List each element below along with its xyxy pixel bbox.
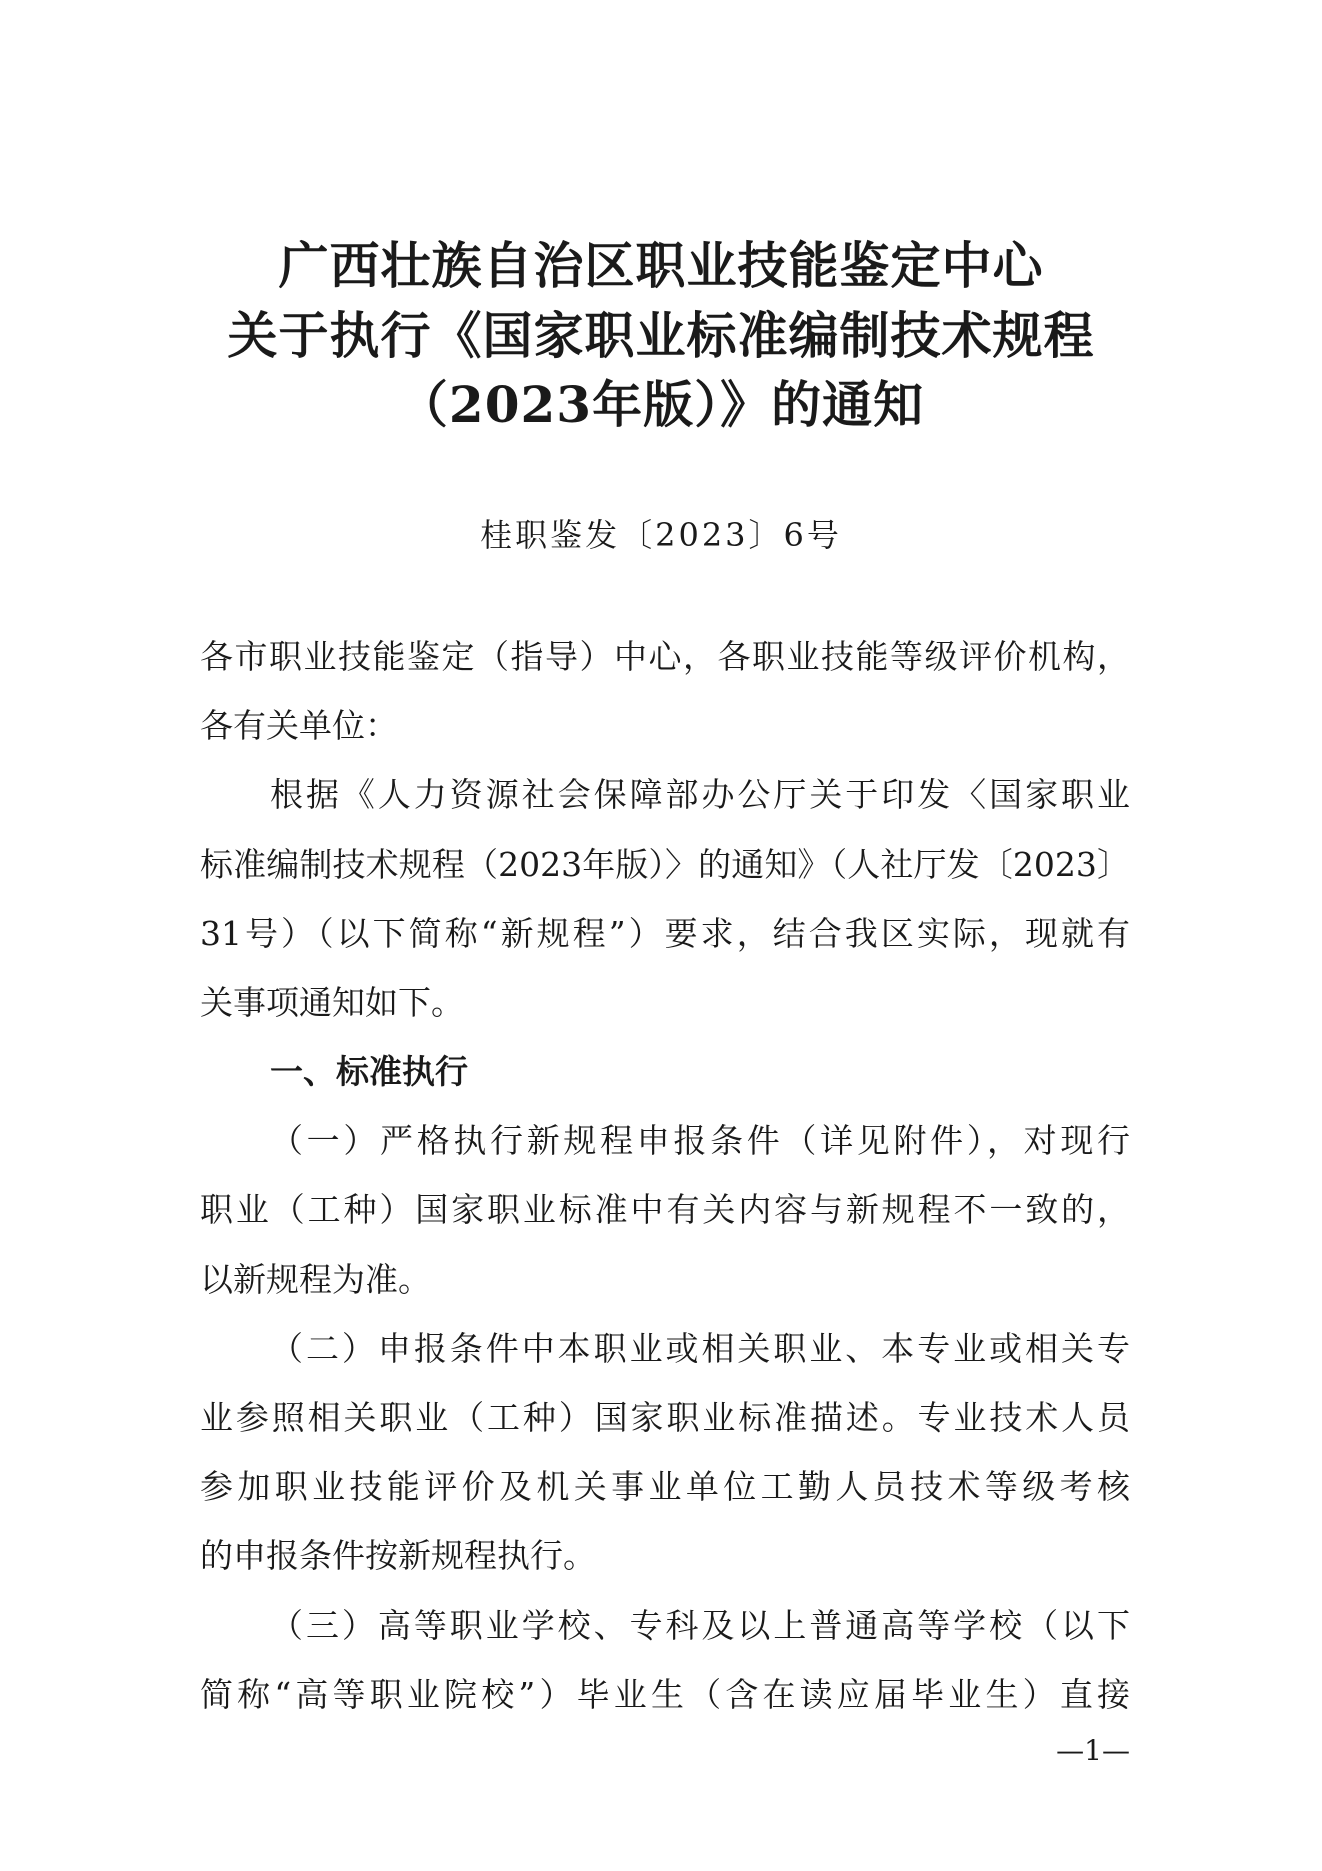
body-line-item2: 业参照相关职业（工种）国家职业标准描述。专业技术人员 [200,1398,1130,1437]
body-line-item2-end: 的申报条件按新规程执行。 [200,1536,596,1575]
document-number: 桂职鉴发〔2023〕6号 [480,516,842,554]
body-line-para1: 根据《人力资源社会保障部办公厅关于印发〈国家职业 [270,775,1130,814]
body-line-para1: 标准编制技术规程（2023年版）〉的通知》（人社厅发〔2023〕 [200,845,1130,884]
body-line-addressee: 各市职业技能鉴定（指导）中心，各职业技能等级评价机构， [200,637,1130,676]
body-line-para1-end: 关事项通知如下。 [200,983,464,1022]
section-heading-1: 一、标准执行 [270,1052,468,1091]
body-line-item1-end: 以新规程为准。 [200,1260,431,1299]
title-line-3: （2023年版）》的通知 [397,375,925,434]
body-line-item2: 参加职业技能评价及机关事业单位工勤人员技术等级考核 [200,1467,1130,1506]
body-line-item1: （一）严格执行新规程申报条件（详见附件），对现行 [270,1121,1130,1160]
body-line-para1: 31号）（以下简称“新规程”）要求，结合我区实际，现就有 [200,914,1130,953]
page-number: —1— [1056,1734,1130,1767]
body-line-item3: （三）高等职业学校、专科及以上普通高等学校（以下 [270,1606,1130,1645]
title-line-2: 关于执行《国家职业标准编制技术规程 [227,306,1095,365]
body-line-item2: （二）申报条件中本职业或相关职业、本专业或相关专 [270,1329,1130,1368]
title-line-1: 广西壮族自治区职业技能鉴定中心 [278,236,1044,295]
body-line-item3: 简称“高等职业院校”）毕业生（含在读应届毕业生）直接 [200,1675,1130,1714]
body-line-item1: 职业（工种）国家职业标准中有关内容与新规程不一致的， [200,1190,1130,1229]
body-line-addressee-end: 各有关单位： [200,706,398,745]
